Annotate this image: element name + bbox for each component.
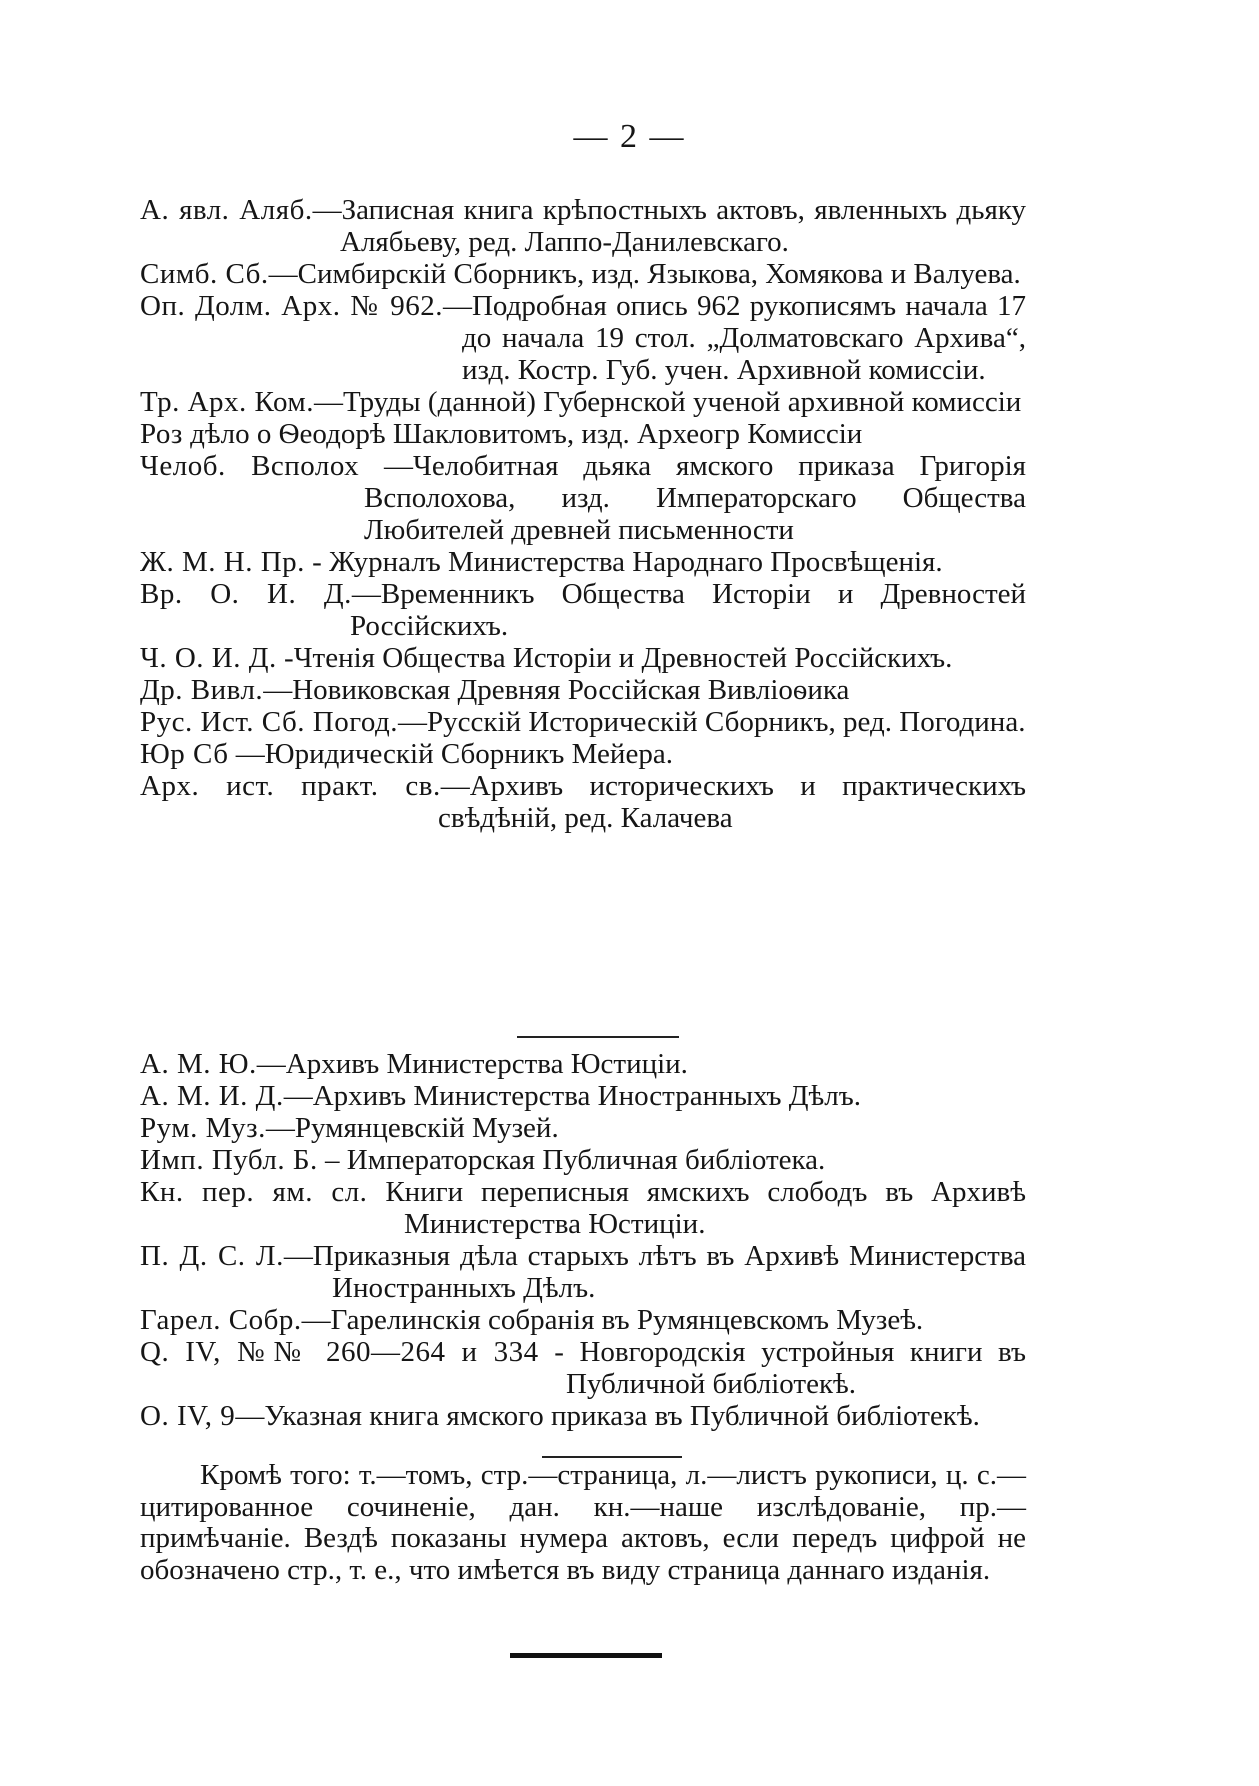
entry-abbreviation: Оп. Долм. Арх. № 962. (140, 290, 443, 322)
entry-text: дѣло о Ѳеодорѣ Шакловитомъ, изд. Археогр Комиссіи (190, 418, 863, 450)
list-item: Арх. ист. практ. св.—Архивъ историческихъ и практическихъ свѣдѣній, ред. Калачева (140, 770, 1026, 834)
page-number: — 2 — (573, 118, 686, 155)
entry-abbreviation: Др. Вивл. (140, 674, 264, 706)
entry-abbreviation: Вр. О. И. Д. (140, 578, 352, 610)
entry-abbreviation: Рус. Ист. Сб. Погод. (140, 706, 399, 738)
list-item: Симб. Сб.—Симбирскій Сборникъ, изд. Языкова, Хомякова и Валуева. (140, 258, 1021, 290)
list-item: Оп. Долм. Арх. № 962.—Подробная опись 962 рукописямъ начала 17 до начала 19 стол. „Долматовскаго Архива“, изд. Костр. Губ. учен. Архивной комиссіи. (140, 290, 1026, 386)
list-item: Челоб. Всполох —Челобитная дьяка ямского приказа Григорія Всполохова, изд. Императорскаго Общества Любителей древней письменности (140, 450, 1027, 546)
end-divider (510, 1653, 662, 1658)
entry-abbreviation: Рум. Муз. (140, 1112, 266, 1144)
entry-abbreviation: Челоб. Всполох (140, 450, 360, 482)
entry-abbreviation: Ж. М. Н. Пр. (140, 546, 305, 578)
entry-text: Архивъ Министерства Юстиціи. (285, 1048, 688, 1080)
list-item (140, 418, 1026, 450)
entry-abbreviation: Симб. Сб. (140, 258, 269, 290)
entry-text: Юридическій Сборникъ Мейера. (264, 738, 673, 770)
entry-text: Румянцевскій Музей. (294, 1112, 559, 1144)
entry-abbreviation: Ч. О. И. Д. (140, 642, 277, 674)
list-item: Q. IV, №№ 260—264 и 334 - Новгородскія устройныя книги въ Публичной библіотекѣ. (140, 1336, 1026, 1400)
entry-text: Архивъ историческихъ и практическихъ свѣдѣній, ред. Калачева (438, 770, 1026, 834)
list-item: А. явл. Аляб.—Записная книга крѣпостныхъ актовъ, явленныхъ дьяку Алябьеву, ред. Лаппо-Данилевскаго. (140, 194, 1027, 258)
entry-text: Книги переписныя ямскихъ слободъ въ Архивѣ Министерства Юстиціи. (385, 1176, 1026, 1240)
list-item: А. М. И. Д.—Архивъ Министерства Иностранныхъ Дѣлъ. (140, 1080, 861, 1112)
entry-abbreviation: А. М. Ю. (140, 1048, 257, 1080)
entry-abbreviation: А. М. И. Д. (140, 1080, 284, 1112)
entry-abbreviation: Арх. ист. практ. св. (140, 770, 441, 802)
abbreviations-list (140, 194, 1026, 834)
entry-text: Указная книга ямского приказа въ Публичной библіотекѣ. (264, 1400, 980, 1432)
entry-text: Челобитная дьяка ямского приказа Григорія Всполохова, изд. Императорскаго Общества Любителей древней письменности (364, 450, 1027, 546)
list-item: Ч. О. И. Д. -Чтенія Общества Исторіи и Древностей Россійскихъ. (140, 642, 953, 674)
list-item: П. Д. С. Л.—Приказныя дѣла старыхъ лѣтъ въ Архивѣ Министерства Иностранныхъ Дѣлъ. (140, 1240, 1026, 1304)
list-item: А. М. Ю.—Архивъ Министерства Юстиціи. (140, 1048, 688, 1080)
archive-abbreviations-list (140, 1048, 1026, 1432)
list-item: О. IV, 9—Указная книга ямского приказа въ Публичной библіотекѣ. (140, 1400, 980, 1432)
entry-text: Русскій Историческій Сборникъ, ред. Погодина. (427, 706, 1026, 738)
entry-abbreviation: Тр. Арх. Ком. (140, 386, 315, 418)
entry-text: Приказныя дѣла старыхъ лѣтъ въ Архивѣ Министерства Иностранныхъ Дѣлъ. (312, 1240, 1026, 1304)
entry-abbreviation: А. явл. Аляб. (140, 194, 313, 226)
entry-text: Новгородскія устройныя книги въ Публичной библіотекѣ. (566, 1336, 1026, 1400)
entry-abbreviation: Кн. пер. ям. сл. (140, 1176, 368, 1208)
list-item: Юр Сб —Юридическій Сборникъ Мейера. (140, 738, 673, 770)
list-item: Ж. М. Н. Пр. - Журналъ Министерства Народнаго Просвѣщенія. (140, 546, 943, 578)
entry-text: Императорская Публичная библіотека. (346, 1144, 826, 1176)
entry-abbreviation: Гарел. Собр. (140, 1304, 302, 1336)
entry-text: Симбирскій Сборникъ, изд. Языкова, Хомякова и Валуева. (297, 258, 1021, 290)
entry-text: Временникъ Общества Исторіи и Древностей Россійскихъ. (350, 578, 1027, 642)
section-divider (517, 1036, 679, 1038)
list-item: Рум. Муз.—Румянцевскій Музей. (140, 1112, 559, 1144)
list-item: Тр. Арх. Ком.—Труды (данной) Губернской ученой архивной комиссіи (140, 386, 1022, 418)
entry-text: Гарелинскія собранія въ Румянцевскомъ Музеѣ. (330, 1304, 924, 1336)
entry-text: Подробная опись 962 рукописямъ начала 17 до начала 19 стол. „Долматовскаго Архива“, изд. Костр. Губ. учен. Архивной комиссіи. (462, 290, 1026, 386)
entry-text: Записная книга крѣпостныхъ актовъ, явленныхъ дьяку Алябьеву, ред. Лаппо-Данилевскаго. (340, 194, 1027, 258)
list-item: Гарел. Собр.—Гарелинскія собранія въ Румянцевскомъ Музеѣ. (140, 1304, 924, 1336)
entry-text: Новиковская Древняя Россійская Вивліоѳика (292, 674, 850, 706)
list-item: Рус. Ист. Сб. Погод.—Русскій Историческій Сборникъ, ред. Погодина. (140, 706, 1026, 738)
list-item: Имп. Публ. Б. – Императорская Публичная библіотека. (140, 1144, 826, 1176)
list-item (140, 1176, 1026, 1240)
entry-text: Чтенія Общества Исторіи и Древностей Россійскихъ. (293, 642, 953, 674)
entry-text: Труды (данной) Губернской ученой архивной комиссіи (343, 386, 1022, 418)
entry-abbreviation: Q. IV, №№ 260—264 и 334 (140, 1336, 539, 1368)
section-divider (542, 1456, 682, 1458)
entry-abbreviation: Имп. Публ. Б. (140, 1144, 318, 1176)
entry-abbreviation: Роз (140, 418, 183, 450)
entry-abbreviation: П. Д. С. Л. (140, 1240, 284, 1272)
entry-abbreviation: Юр Сб (140, 738, 229, 770)
list-item: Вр. О. И. Д.—Временникъ Общества Исторіи и Древностей Россійскихъ. (140, 578, 1027, 642)
abbreviations-note: Кромѣ того: т.—томъ, стр.—страница, л.—листъ рукописи, ц. с.—цитированное сочиненіе, дан. кн.—наше изслѣдованіе, пр.—примѣчаніе. Вездѣ показаны нумера актовъ, если передъ цифрой не обозначено стр., т. е., что имѣется въ виду страница даннаго изданія. (140, 1459, 1026, 1586)
entry-abbreviation: О. IV, 9 (140, 1400, 236, 1432)
entry-text: Архивъ Министерства Иностранныхъ Дѣлъ. (312, 1080, 861, 1112)
entry-text: Журналъ Министерства Народнаго Просвѣщенія. (329, 546, 943, 578)
list-item: Др. Вивл.—Новиковская Древняя Россійская Вивліоѳика (140, 674, 850, 706)
